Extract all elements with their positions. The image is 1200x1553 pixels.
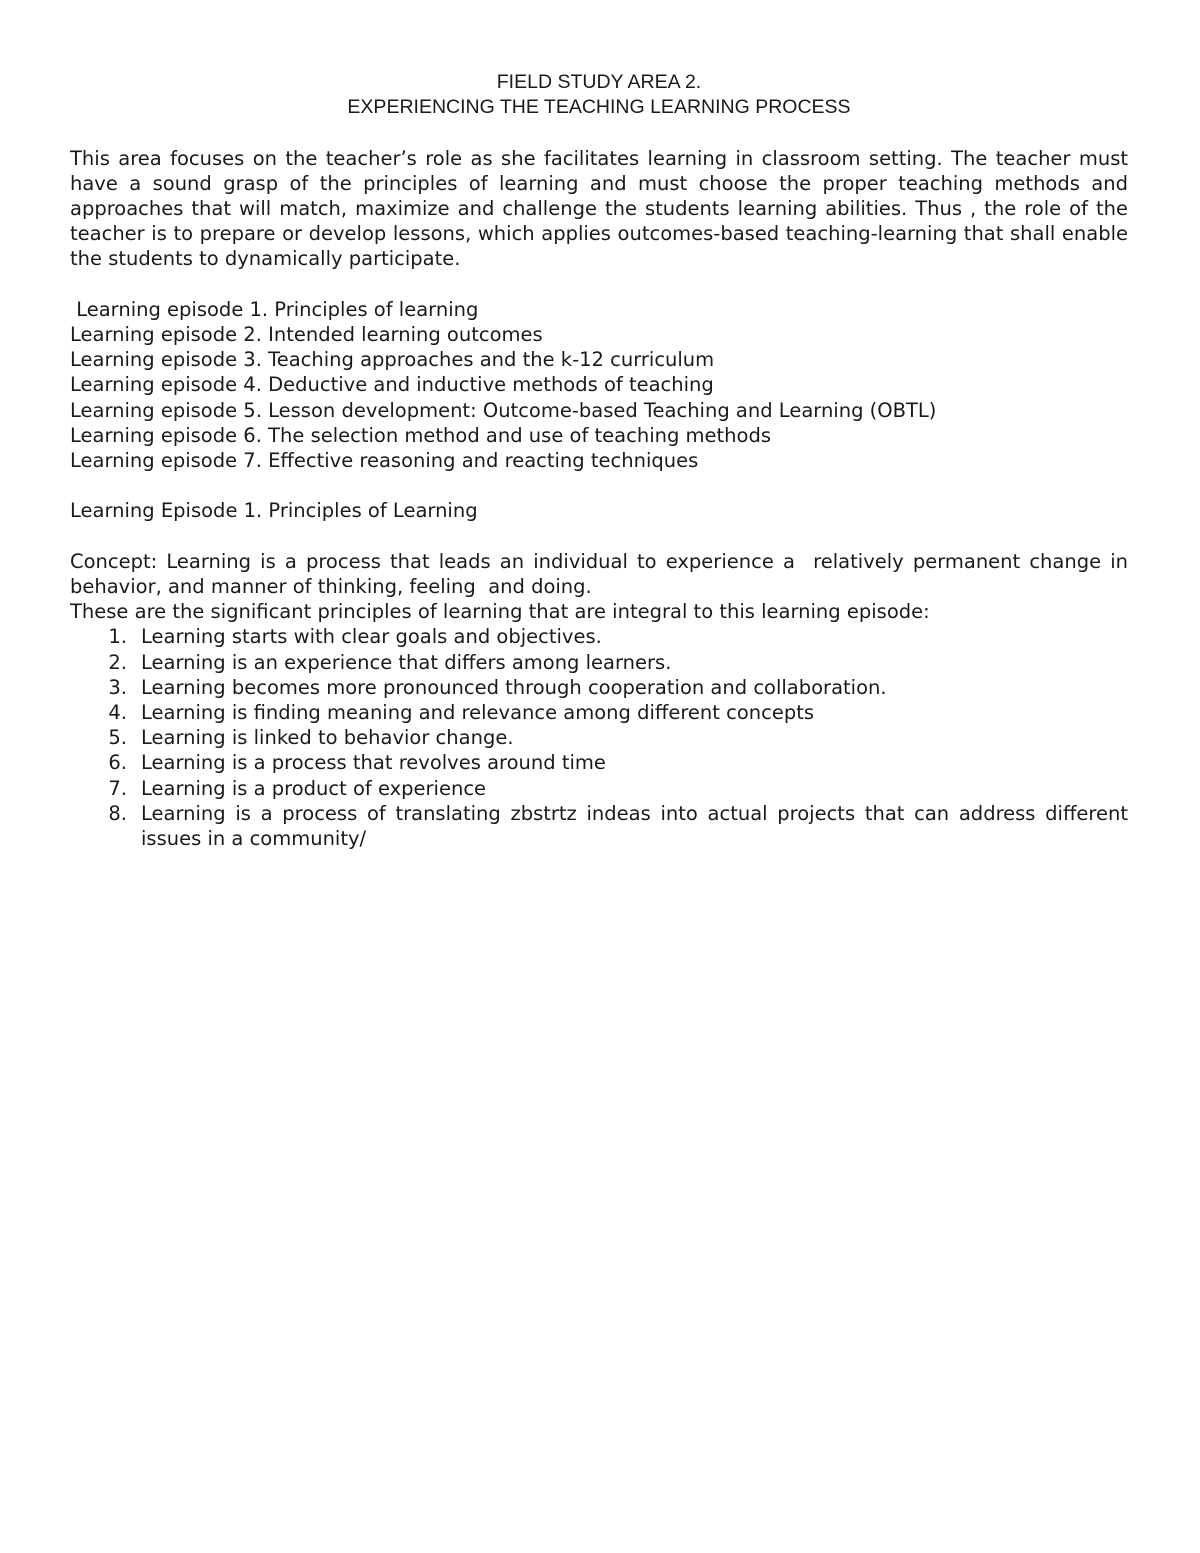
list-item: [70, 725, 1128, 750]
episode-item: Learning episode 4. Deductive and inductive methods of teaching: [70, 373, 714, 397]
spacer: [70, 473, 1128, 498]
list-item-text: Learning starts with clear goals and objectives.: [141, 625, 602, 649]
list-item: [70, 675, 1128, 700]
list-number: 3.: [108, 675, 127, 699]
list-number: 6.: [108, 751, 127, 775]
document-title-line-2: EXPERIENCING THE TEACHING LEARNING PROCESS: [347, 96, 851, 119]
list-number: 7.: [108, 776, 127, 800]
list-number: 5.: [108, 726, 127, 750]
spacer: [70, 272, 1128, 297]
principles-list: [70, 624, 1128, 851]
section-title: Learning Episode 1. Principles of Learning: [70, 499, 478, 523]
episode-item: Learning episode 5. Lesson development: Outcome-based Teaching and Learning (OBTL): [70, 398, 937, 422]
list-item-text: Learning is linked to behavior change.: [141, 726, 514, 750]
episode-item: Learning episode 7. Effective reasoning and reacting techniques: [70, 449, 699, 473]
episode-item: Learning episode 2. Intended learning outcomes: [70, 323, 543, 346]
list-item-text: Learning becomes more pronounced through cooperation and collaboration.: [141, 675, 887, 699]
list-number: 8.: [108, 801, 127, 825]
list-item: [70, 650, 1128, 675]
intro-paragraph: This area focuses on the teacher’s role as she facilitates learning in classroom setting. The teacher must have a sound grasp of the principles of learning and must choose the proper teaching methods and approaches that will match, maximize and challenge the students learning abilities. Thus , the role of the teacher is to prepare or develop lessons, which applies outcomes-based teaching-learning that shall enable the students to dynamically participate.: [70, 146, 1128, 271]
list-item: [70, 700, 1128, 725]
list-item-text: Learning is an experience that differs among learners.: [141, 650, 672, 674]
concept-paragraph: Concept: Learning is a process that leads an individual to experience a relatively permanent change in behavior, and manner of thinking, feeling and doing.: [70, 549, 1135, 598]
principles-intro: These are the significant principles of learning that are integral to this learning episode:: [70, 600, 930, 624]
list-number: 4.: [108, 701, 127, 725]
spacer: [70, 524, 1128, 549]
list-item-text: Learning is a process that revolves around time: [141, 751, 606, 775]
document-body: [70, 70, 1135, 851]
episode-item: Learning episode 6. The selection method and use of teaching methods: [70, 423, 772, 447]
list-item-text: Learning is finding meaning and relevance among different concepts: [141, 701, 815, 725]
episode-item: Learning episode 3. Teaching approaches and the k-12 curriculum: [70, 348, 715, 372]
list-item-text: Learning is a process of translating zbstrtz indeas into actual projects that can address different issues in a community/: [141, 801, 1128, 851]
episode-list: [70, 297, 1128, 473]
list-item: [70, 624, 1128, 649]
episode-item: Learning episode 1. Principles of learning: [70, 297, 479, 321]
list-number: 1.: [108, 625, 127, 649]
document-title-line-1: FIELD STUDY AREA 2.: [496, 71, 702, 93]
list-item: [70, 750, 1128, 775]
list-number: 2.: [108, 650, 127, 674]
list-item: [70, 801, 1128, 851]
list-item-text: Learning is a product of experience: [141, 776, 487, 800]
list-item: [70, 776, 1128, 801]
spacer: [70, 120, 1128, 145]
